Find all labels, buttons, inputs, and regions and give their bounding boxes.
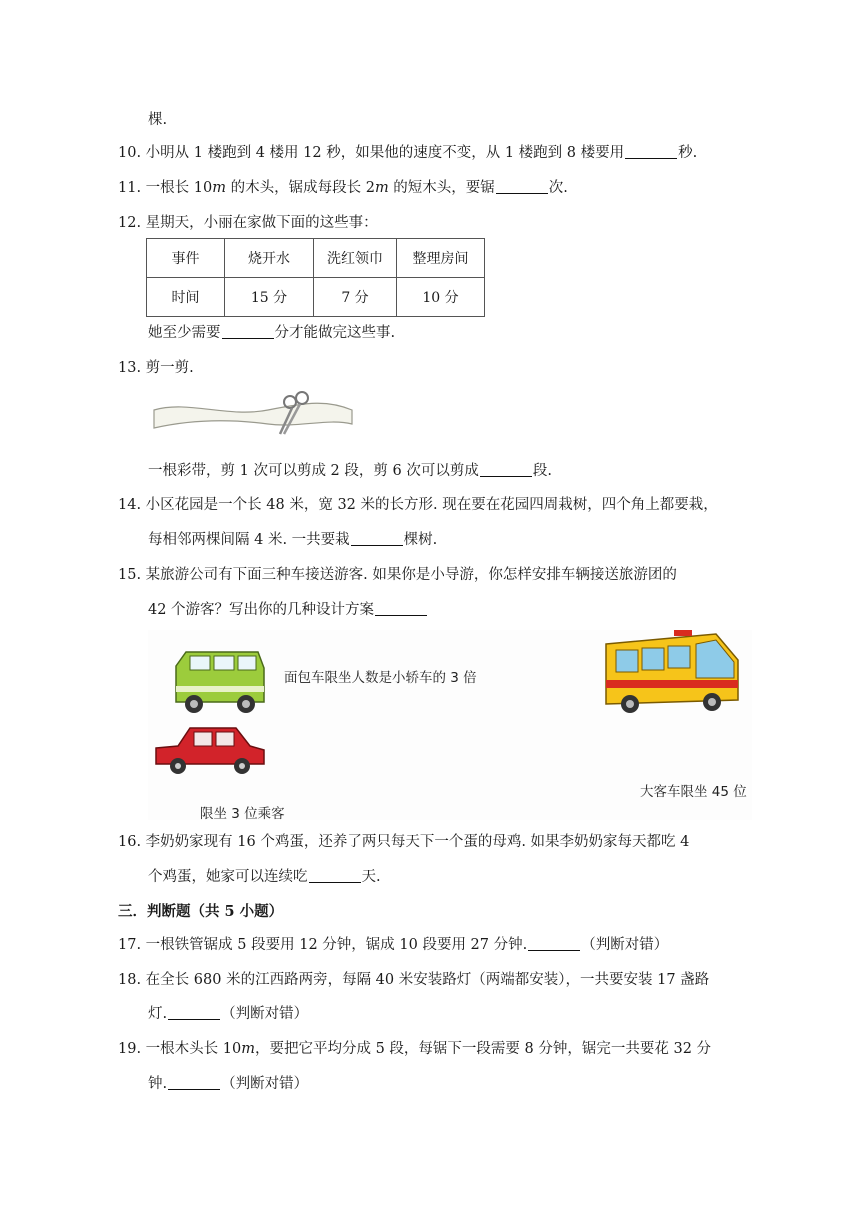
question-number: 16. xyxy=(118,834,142,850)
question-11: 11. 一根长 10m 的木头，锯成每段长 2m 的短木头，要锯 次. xyxy=(118,180,568,196)
table-cell: 时间 xyxy=(147,278,225,317)
table-cell: 10 分 xyxy=(397,278,485,317)
table-cell: 烧开水 xyxy=(225,239,314,278)
question-number: 13. xyxy=(118,360,142,376)
q9-tail: 棵. xyxy=(148,112,168,128)
answer-blank[interactable] xyxy=(496,179,548,194)
question-number: 18. xyxy=(118,972,142,988)
question-number: 17. xyxy=(118,937,142,953)
question-14-line2: 每相邻两棵间隔 4 米. 一共要栽 棵树. xyxy=(148,532,438,548)
events-table xyxy=(146,238,485,317)
question-19-line2: 钟. （判断对错） xyxy=(148,1076,309,1092)
answer-blank[interactable] xyxy=(375,601,427,616)
question-15-line2: 42 个游客？写出你的几种设计方案 xyxy=(148,600,428,620)
ribbon-shape xyxy=(154,403,352,428)
question-10: 10. 小明从 1 楼跑到 4 楼用 12 秒，如果他的速度不变，从 1 楼跑到 8 楼要用 秒. xyxy=(118,145,698,161)
answer-blank[interactable] xyxy=(528,936,580,951)
van-caption: 面包车限坐人数是小轿车的 3 倍 xyxy=(284,670,477,686)
answer-blank[interactable] xyxy=(351,531,403,546)
question-15: 15. 某旅游公司有下面三种车接送游客. 如果你是小导游，你怎样安排车辆接送旅游团的 xyxy=(118,567,677,583)
question-18: 18. 在全长 680 米的江西路两旁，每隔 40 米安装路灯（两端都安装），一共要安装 17 盏路 xyxy=(118,972,710,988)
table-cell: 洗红领巾 xyxy=(314,239,397,278)
table-cell: 整理房间 xyxy=(397,239,485,278)
answer-blank[interactable] xyxy=(480,462,532,477)
question-17: 17. 一根铁管锯成 5 段要用 12 分钟，锯成 10 段要用 27 分钟. （判断对错） xyxy=(118,937,669,953)
question-19: 19. 一根木头长 10m，要把它平均分成 5 段，每锯下一段需要 8 分钟，锯完一共要花 32 分 xyxy=(118,1041,712,1057)
question-14: 14. 小区花园是一个长 48 米，宽 32 米的长方形. 现在要在花园四周栽树，四个角上都要栽， xyxy=(118,497,718,513)
question-12: 12. 星期天，小丽在家做下面的这些事： xyxy=(118,215,378,231)
car-image xyxy=(150,718,270,778)
answer-blank[interactable] xyxy=(168,1005,220,1020)
question-16-line2: 个鸡蛋，她家可以连续吃 天. xyxy=(148,869,381,885)
bus-caption: 大客车限坐 45 位 xyxy=(640,784,747,800)
answer-blank[interactable] xyxy=(309,868,361,883)
question-18-line2: 灯. （判断对错） xyxy=(148,1006,309,1022)
question-13: 13. 剪一剪. xyxy=(118,360,194,376)
vehicles-illustration xyxy=(148,630,752,820)
table-row xyxy=(147,239,485,278)
question-number: 14. xyxy=(118,497,142,513)
table-cell: 15 分 xyxy=(225,278,314,317)
question-number: 11. xyxy=(118,180,142,196)
car-caption: 限坐 3 位乘客 xyxy=(200,806,285,822)
question-number: 12. xyxy=(118,215,142,231)
table-cell: 7 分 xyxy=(314,278,397,317)
question-number: 19. xyxy=(118,1041,142,1057)
van-image xyxy=(170,646,270,716)
question-number: 10. xyxy=(118,145,142,161)
table-cell: 事件 xyxy=(147,239,225,278)
bus-image xyxy=(596,630,746,716)
answer-blank[interactable] xyxy=(625,144,677,159)
answer-blank[interactable] xyxy=(168,1075,220,1090)
question-13-answer: 一根彩带，剪 1 次可以剪成 2 段，剪 6 次可以剪成 段. xyxy=(148,463,552,479)
table-row xyxy=(147,278,485,317)
question-number: 15. xyxy=(118,567,142,583)
question-12-answer: 她至少需要 分才能做完这些事. xyxy=(148,325,396,341)
section-heading: 三．判断题（共 5 小题） xyxy=(118,903,284,920)
question-16: 16. 李奶奶家现有 16 个鸡蛋，还养了两只每天下一个蛋的母鸡. 如果李奶奶家每天都吃 4 xyxy=(118,834,690,850)
answer-blank[interactable] xyxy=(222,324,274,339)
ribbon-scissors-image xyxy=(148,388,356,446)
